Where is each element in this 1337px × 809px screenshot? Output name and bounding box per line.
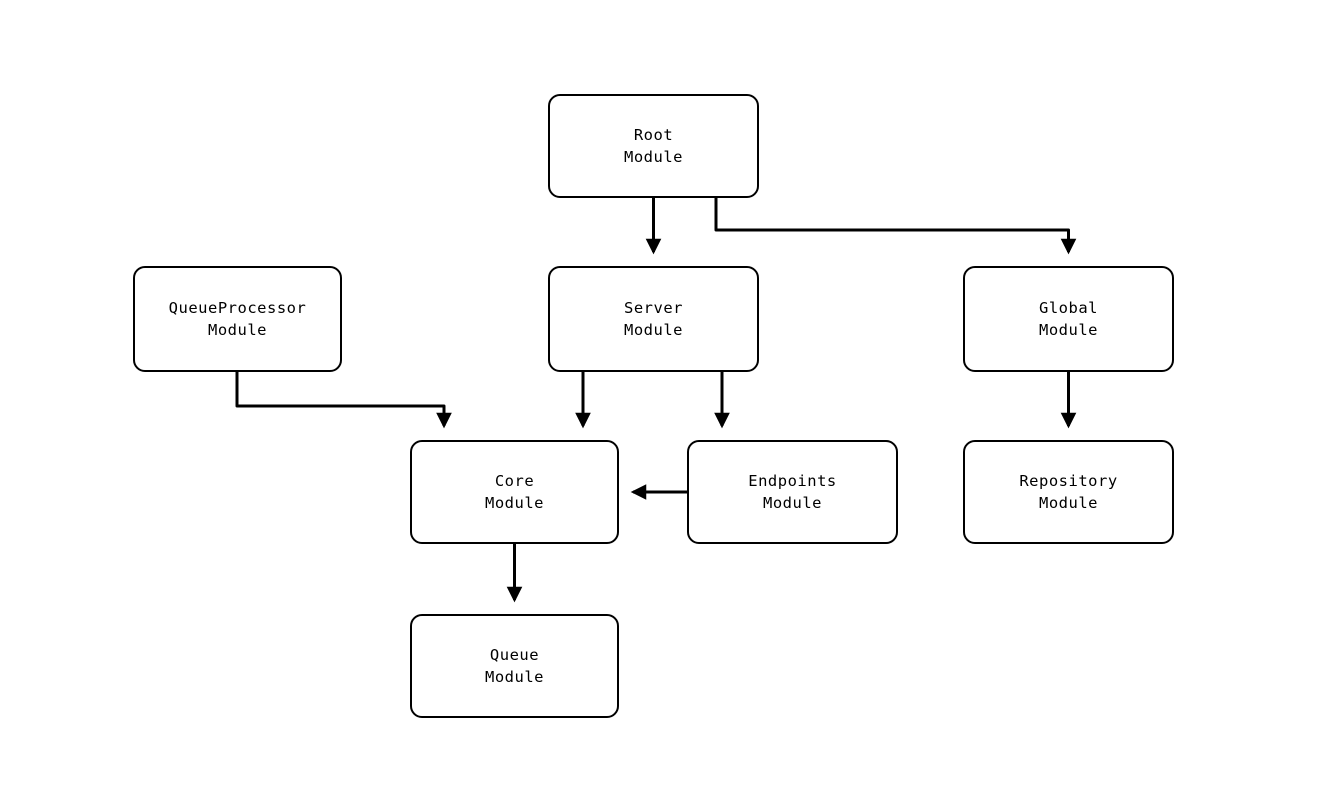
edge-root-to-global: [716, 198, 1069, 252]
node-label-line1: QueueProcessor: [168, 298, 307, 317]
node-queueprocessor-module[interactable]: [133, 266, 342, 372]
node-label-line1: Root: [633, 125, 674, 144]
node-root-module[interactable]: [548, 94, 759, 198]
node-core-module[interactable]: [410, 440, 619, 544]
node-label-line1: Repository: [1019, 471, 1118, 490]
edge-queueprocessor-to-core: [237, 372, 444, 426]
node-endpoints-module[interactable]: [687, 440, 898, 544]
node-label-line2: Module: [208, 321, 267, 339]
node-label-line1: Core: [494, 471, 535, 490]
node-label-line2: Module: [624, 148, 683, 166]
node-label-line2: Module: [485, 494, 544, 512]
node-global-module[interactable]: [963, 266, 1174, 372]
node-label-line2: Module: [1039, 494, 1098, 512]
node-label-line1: Global: [1039, 298, 1098, 317]
node-label-line2: Module: [1039, 321, 1098, 339]
node-label-line1: Queue: [489, 645, 540, 664]
node-label-line1: Endpoints: [748, 471, 837, 490]
node-label-line1: Server: [624, 298, 683, 317]
node-repository-module[interactable]: [963, 440, 1174, 544]
node-label-line2: Module: [763, 494, 822, 512]
node-server-module[interactable]: [548, 266, 759, 372]
node-queue-module[interactable]: [410, 614, 619, 718]
node-label-line2: Module: [624, 321, 683, 339]
node-label-line2: Module: [485, 668, 544, 686]
